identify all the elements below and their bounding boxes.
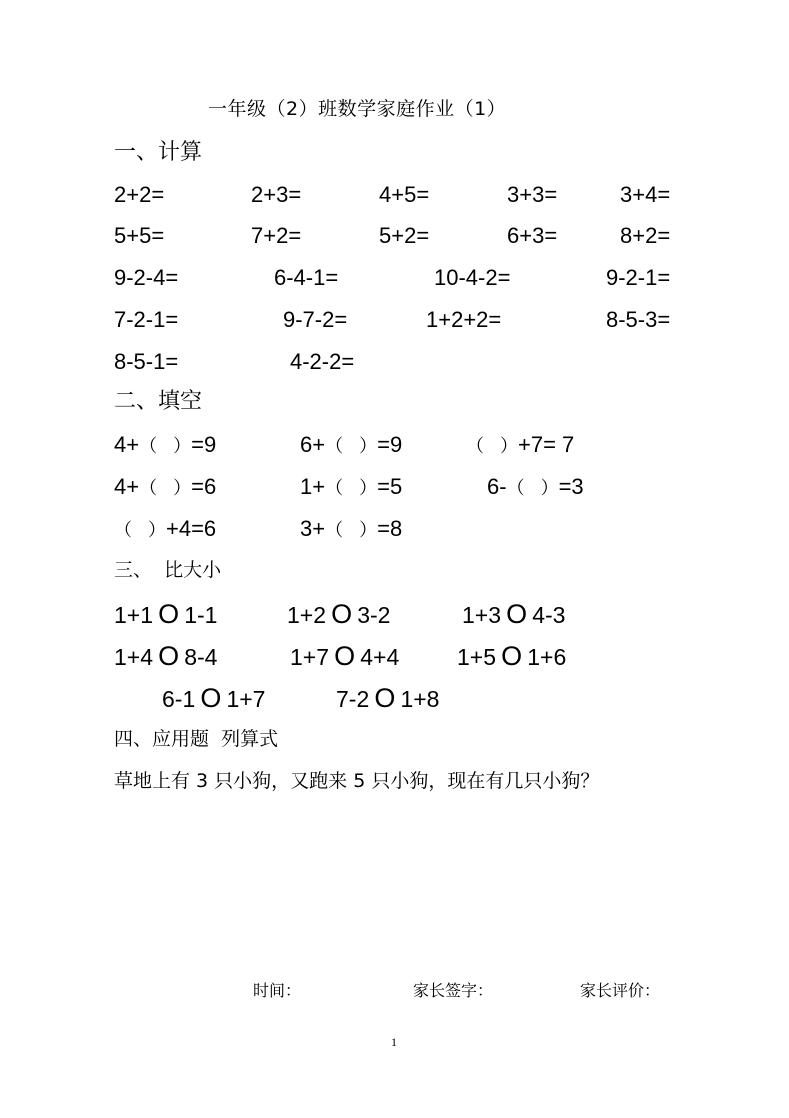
calc-item: 5+2= xyxy=(379,223,430,248)
compare-item: 1+7 O 4+4 xyxy=(290,641,400,671)
compare-item: 6-1 O 1+7 xyxy=(162,683,266,713)
page-title: 一年级（2）班数学家庭作业（1） xyxy=(208,98,507,120)
fill-item: 6+（ ）=9 xyxy=(300,432,403,457)
section-calc-heading: 一、计算 xyxy=(114,140,203,165)
calc-item: 8-5-3= xyxy=(606,307,671,332)
calc-item: 9-2-1= xyxy=(606,265,671,290)
calc-item: 3+4= xyxy=(620,182,671,207)
calc-item: 1+2+2= xyxy=(426,307,502,332)
calc-item: 8+2= xyxy=(620,223,671,248)
section-compare-heading: 三、 比大小 xyxy=(114,559,222,581)
calc-item: 3+3= xyxy=(507,182,558,207)
compare-item: 1+5 O 1+6 xyxy=(457,641,567,671)
calc-item: 7+2= xyxy=(251,223,302,248)
calc-item: 2+2= xyxy=(114,182,165,207)
fill-item: 6-（ ）=3 xyxy=(487,474,584,499)
calc-item: 8-5-1= xyxy=(114,349,179,374)
fill-item: 4+（ ）=6 xyxy=(114,474,217,499)
footer-time-label: 时间： xyxy=(253,981,302,1000)
calc-item: 7-2-1= xyxy=(114,307,179,332)
calc-item: 6-4-1= xyxy=(274,265,339,290)
compare-item: 1+2 O 3-2 xyxy=(287,599,391,629)
calc-item: 6+3= xyxy=(507,223,558,248)
fill-item: （ ）+4=6 xyxy=(114,516,217,541)
compare-item: 1+3 O 4-3 xyxy=(462,599,566,629)
section-fill-heading: 二、填空 xyxy=(114,389,203,414)
word-problem-text: 草地上有 3 只小狗，又跑来 5 只小狗，现在有几只小狗？ xyxy=(114,770,600,792)
calc-item: 9-2-4= xyxy=(114,265,179,290)
calc-item: 9-7-2= xyxy=(283,307,348,332)
fill-item: （ ）+7= 7 xyxy=(466,432,575,457)
compare-item: 1+1 O 1-1 xyxy=(114,599,218,629)
fill-item: 1+（ ）=5 xyxy=(300,474,403,499)
calc-item: 5+5= xyxy=(114,223,165,248)
fill-item: 4+（ ）=9 xyxy=(114,432,217,457)
calc-item: 2+3= xyxy=(251,182,302,207)
section-word-heading: 四、应用题 列算式 xyxy=(114,728,279,750)
footer-evaluation-label: 家长评价： xyxy=(580,981,661,1000)
fill-item: 3+（ ）=8 xyxy=(300,516,403,541)
page-number: 1 xyxy=(391,1035,397,1049)
calc-item: 4-2-2= xyxy=(290,349,355,374)
compare-item: 7-2 O 1+8 xyxy=(336,683,440,713)
compare-item: 1+4 O 8-4 xyxy=(114,641,218,671)
calc-item: 10-4-2= xyxy=(434,265,511,290)
calc-item: 4+5= xyxy=(379,182,430,207)
footer-signature-label: 家长签字： xyxy=(413,981,494,1000)
